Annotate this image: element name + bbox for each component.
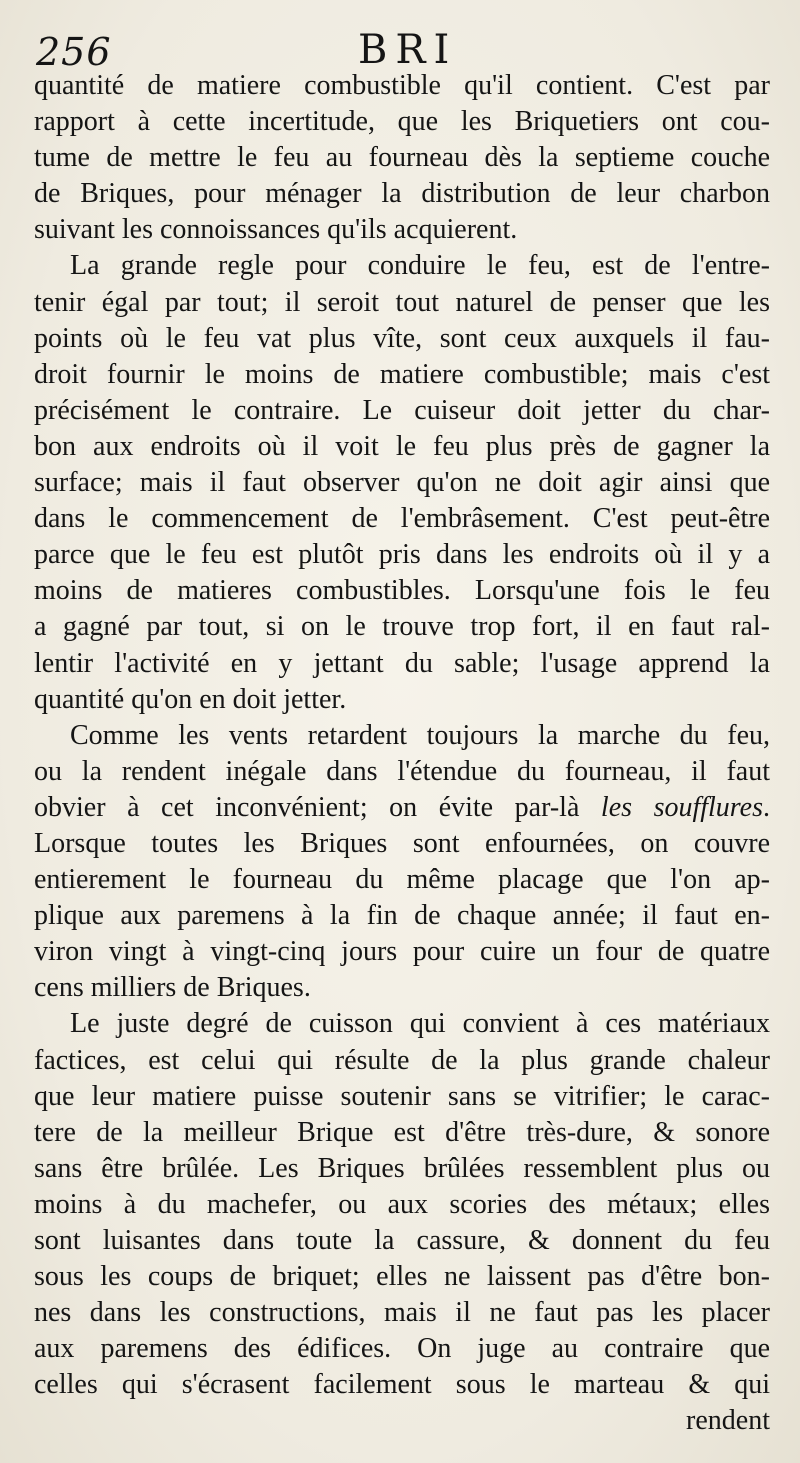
paragraph — [34, 68, 770, 248]
text-line: a gagné par tout, si on le trouve trop fort, il en faut ral- — [34, 611, 770, 643]
text-line: suivant les connoissances qu'ils acquierent. — [34, 214, 518, 246]
text-line: Le juste degré de cuisson qui convient à ces matériaux — [70, 1008, 770, 1040]
text-run: . — [762, 791, 770, 823]
text-line: tere de la meilleur Brique est d'être très-dure, & sonore — [34, 1116, 770, 1148]
text-line: lentir l'activité en y jettant du sable; l'usage apprend la — [34, 647, 770, 679]
text-line: moins à du machefer, ou aux scories des métaux; elles — [34, 1188, 770, 1220]
paragraph — [34, 248, 770, 717]
text-line: parce que le feu est plutôt pris dans les endroits où il y a — [34, 539, 770, 571]
text-line: moins de matieres combustibles. Lorsqu'une fois le feu — [34, 575, 770, 607]
text-line: La grande regle pour conduire le feu, est de l'entre- — [70, 250, 770, 282]
text-line: droit fournir le moins de matiere combustible; mais c'est — [34, 358, 770, 390]
text-line: Lorsque toutes les Briques sont enfournées, on couvre — [34, 827, 770, 859]
paragraph — [34, 718, 770, 1007]
text-line: sans être brûlée. Les Briques brûlées ressemblent plus ou — [34, 1152, 770, 1184]
text-line: aux paremens des édifices. On juge au contraire que — [34, 1333, 770, 1365]
text-line: entierement le fourneau du même placage que l'on ap- — [34, 864, 770, 896]
text-line: celles qui s'écrasent facilement sous le marteau & qui — [34, 1369, 770, 1401]
text-line: surface; mais il faut observer qu'on ne doit agir ainsi que — [34, 467, 770, 499]
text-line: bon aux endroits où il voit le feu plus près de gagner la — [34, 430, 770, 462]
paragraph — [34, 1006, 770, 1403]
text-line: viron vingt à vingt-cinq jours pour cuire un four de quatre — [34, 936, 770, 968]
text-line — [34, 790, 770, 826]
text-line: rapport à cette incertitude, que les Briquetiers ont cou- — [34, 106, 770, 138]
text-line: sont luisantes dans toute la cassure, & donnent du feu — [34, 1225, 770, 1256]
text-line: Comme les vents retardent toujours la marche du feu, — [70, 719, 770, 751]
text-line: quantité qu'on en doit jetter. — [34, 683, 347, 715]
text-line: plique aux paremens à la fin de chaque année; il faut en- — [34, 900, 770, 932]
text-line: points où le feu vat plus vîte, sont ceux auxquels il fau- — [34, 322, 770, 354]
text-run: obvier à cet inconvénient; on évite par-là — [34, 791, 601, 823]
italic-term: les soufflures — [600, 791, 763, 823]
text-line: tenir égal par tout; il seroit tout naturel de penser que les — [34, 286, 770, 318]
catchword: rendent — [686, 1405, 770, 1437]
text-line: de Briques, pour ménager la distribution de leur charbon — [34, 178, 770, 210]
text-line: nes dans les constructions, mais il ne faut pas les placer — [34, 1297, 770, 1329]
text-line: que leur matiere puisse soutenir sans se vitrifier; le carac- — [34, 1080, 770, 1112]
text-line: quantité de matiere combustible qu'il contient. C'est par — [34, 70, 770, 101]
text-line: tume de mettre le feu au fourneau dès la septieme couche — [34, 142, 770, 174]
text-line: factices, est celui qui résulte de la plus grande chaleur — [34, 1044, 770, 1076]
body-text — [34, 68, 770, 1440]
text-line: sous les coups de briquet; elles ne laissent pas d'être bon- — [34, 1261, 770, 1293]
text-line: dans le commencement de l'embrâsement. C'est peut-être — [34, 503, 770, 535]
page-number: 256 — [36, 30, 112, 74]
running-title: BRI — [358, 27, 458, 73]
text-line: cens milliers de Briques. — [34, 972, 311, 1004]
text-line: ou la rendent inégale dans l'étendue du fourneau, il faut — [34, 755, 770, 787]
text-line: précisément le contraire. Le cuiseur doit jetter du char- — [34, 394, 770, 426]
